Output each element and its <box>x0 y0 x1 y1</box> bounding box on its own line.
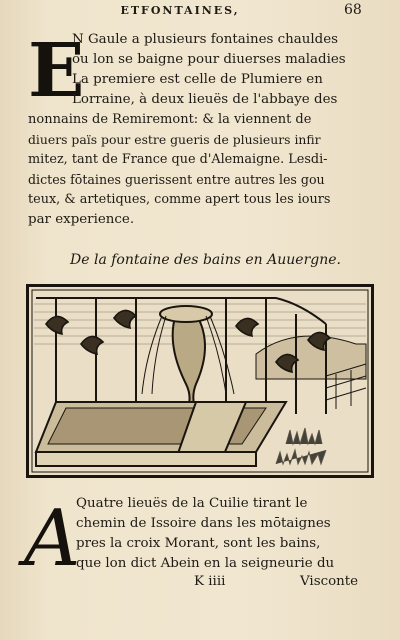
text-line: Quatre lieuës de la Cuilie tirant le <box>76 496 308 511</box>
text-line: Lorraine, à deux lieuës de l'abbaye des <box>72 92 338 107</box>
drop-cap-initial: E <box>28 28 85 114</box>
page-number: 68 <box>344 2 362 18</box>
section-heading: De la fontaine des bains en Auuergne. <box>70 252 341 268</box>
text-line: chemin de Issoire dans les mōtaignes <box>76 516 331 531</box>
text-line: pres la croix Morant, sont les bains, <box>76 536 321 551</box>
text-line: La premiere est celle de Plumiere en <box>72 72 323 87</box>
text-line: mitez, tant de France que d'Alemaigne. Lesdi- <box>28 152 328 167</box>
signature-mark: K iiii <box>194 574 226 589</box>
text-line: diuers païs pour estre gueris de plusieurs infir <box>28 132 321 147</box>
woodcut-illustration <box>26 284 374 478</box>
text-line: N Gaule a plusieurs fontaines chauldes <box>72 32 339 47</box>
running-head: ETFONTAINES, <box>120 4 240 17</box>
text-line: par experience. <box>28 212 135 227</box>
text-line: teux, & artetiques, comme apert tous les iours <box>28 192 331 207</box>
text-line: que lon dict Abein en la seigneurie du <box>76 556 335 571</box>
catchword: Visconte <box>300 574 359 589</box>
drop-cap-initial: A <box>24 494 81 584</box>
text-line: ou lon se baigne pour diuerses maladies <box>72 52 346 67</box>
text-line: nonnains de Remiremont: & la viennent de <box>28 112 312 127</box>
text-line: dictes fōtaines guerissent entre autres les gou <box>28 172 325 187</box>
